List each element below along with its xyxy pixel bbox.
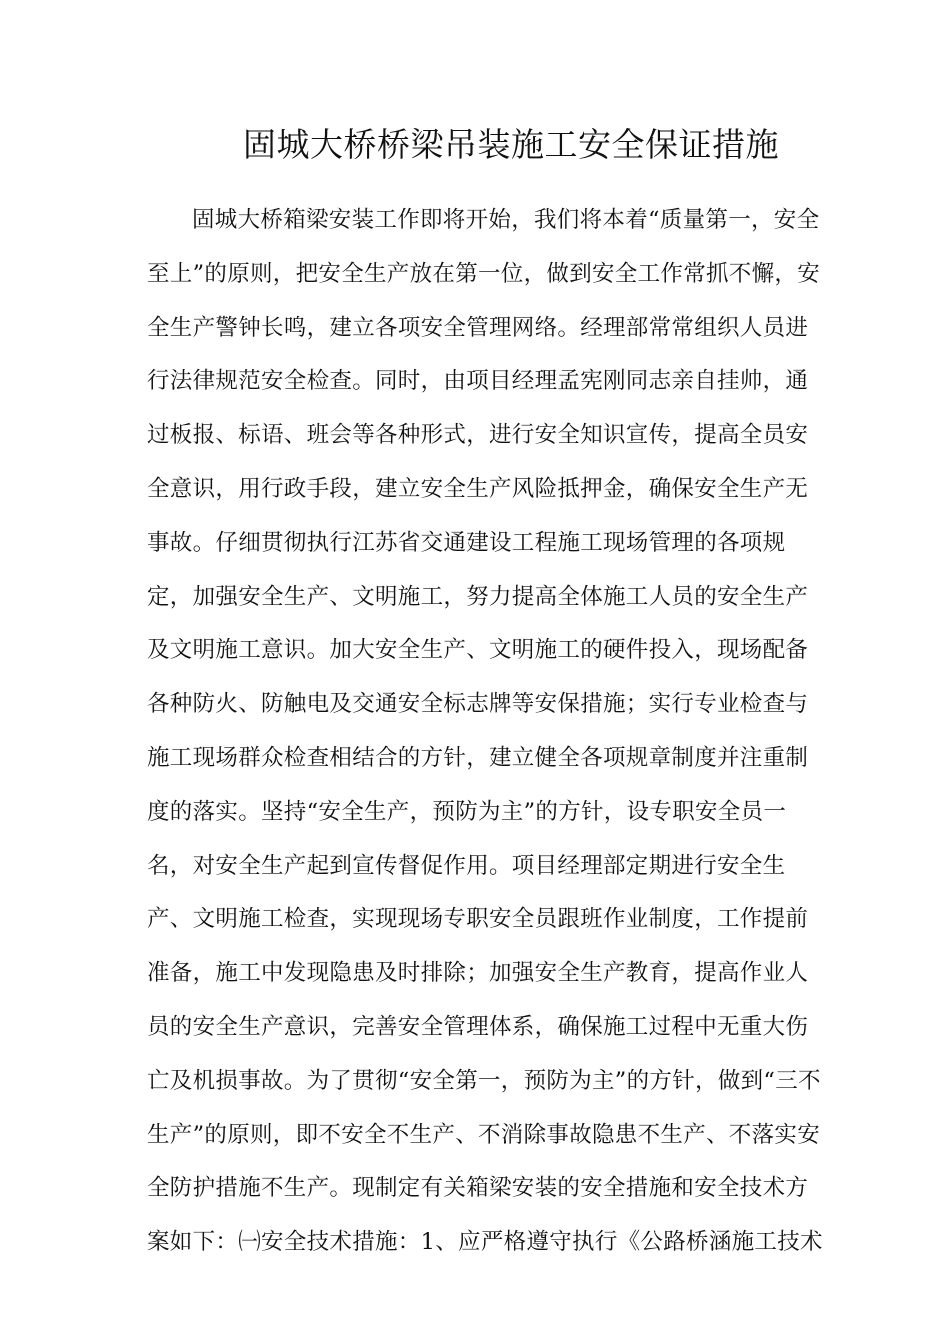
body-line: 及文明施工意识。加大安全生产、文明施工的硬件投入，现场配备 xyxy=(147,637,809,664)
body-line: 至上”的原则，把安全生产放在第一位，做到安全工作常抓不懈，安 xyxy=(147,260,821,287)
document-title: 固城大桥桥梁吊装施工安全保证措施 xyxy=(243,125,779,164)
body-line: 员的安全生产意识，完善安全管理体系，确保施工过程中无重大伤 xyxy=(147,1013,809,1040)
body-line: 各种防火、防触电及交通安全标志牌等安保措施；实行专业检查与 xyxy=(147,691,809,718)
body-line: 全防护措施不生产。现制定有关箱梁安装的安全措施和安全技术方 xyxy=(147,1175,809,1202)
document-body xyxy=(147,194,827,1270)
body-line: 行法律规范安全检查。同时，由项目经理孟宪刚同志亲自挂帅，通 xyxy=(147,368,809,395)
body-line: 亡及机损事故。为了贯彻“安全第一，预防为主”的方针，做到“三不 xyxy=(147,1067,821,1094)
body-line: 产、文明施工检查，实现现场专职安全员跟班作业制度，工作提前 xyxy=(147,906,809,933)
body-line: 事故。仔细贯彻执行江苏省交通建设工程施工现场管理的各项规 xyxy=(147,529,786,556)
body-line: 名，对安全生产起到宣传督促作用。项目经理部定期进行安全生 xyxy=(147,852,786,879)
body-line: 生产”的原则，即不安全不生产、不消除事故隐患不生产、不落实安 xyxy=(147,1121,821,1148)
body-line: 全意识，用行政手段，建立安全生产风险抵押金，确保安全生产无 xyxy=(147,475,809,502)
body-line: 度的落实。坚持“安全生产，预防为主”的方针，设专职安全员一 xyxy=(147,798,787,825)
body-line: 施工现场群众检查相结合的方针，建立健全各项规章制度并注重制 xyxy=(147,744,809,771)
body-line: 固城大桥箱梁安装工作即将开始，我们将本着“质量第一，安全 xyxy=(192,207,820,233)
body-line: 过板报、标语、班会等各种形式，进行安全知识宣传，提高全员安 xyxy=(147,422,809,449)
body-line: 定，加强安全生产、文明施工，努力提高全体施工人员的安全生产 xyxy=(147,583,809,610)
body-line: 案如下：㈠安全技术措施：1、应严格遵守执行《公路桥涵施工技术 xyxy=(147,1229,823,1256)
body-line: 全生产警钟长鸣，建立各项安全管理网络。经理部常常组织人员进 xyxy=(147,314,809,341)
body-line: 准备，施工中发现隐患及时排除；加强安全生产教育，提高作业人 xyxy=(147,960,809,987)
